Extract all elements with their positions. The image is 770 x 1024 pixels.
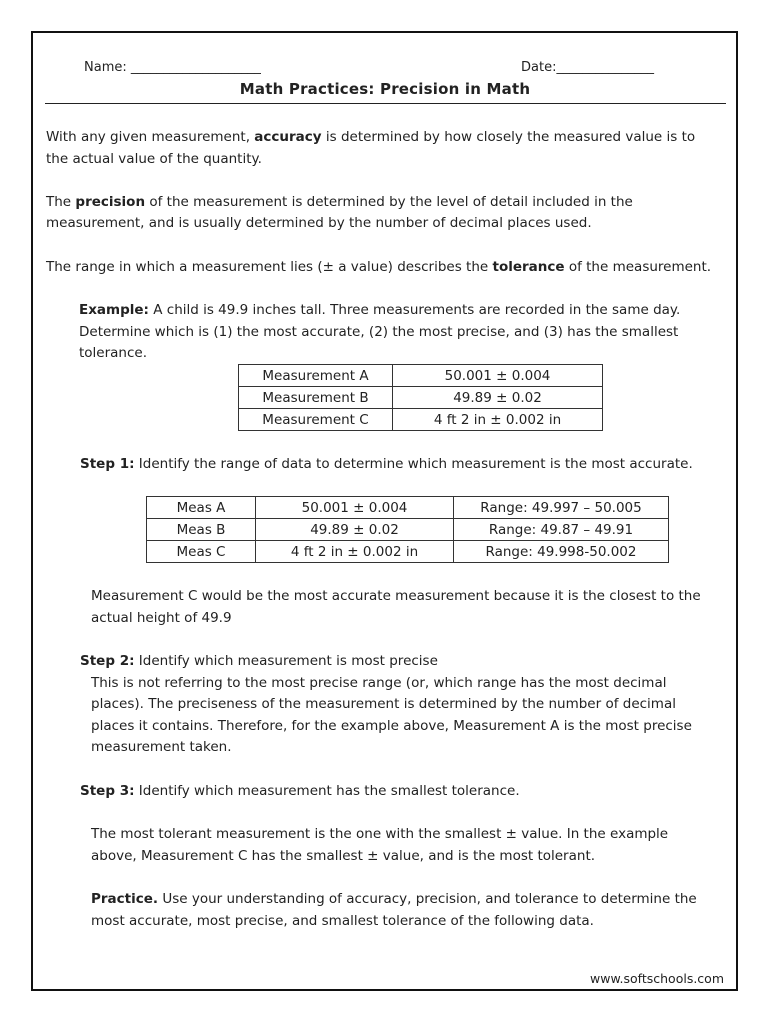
practice-line2: most accurate, most precise, and smallest tolerance of the following data.: [91, 913, 594, 929]
table-row: [147, 541, 669, 563]
precision-paragraph-line2: measurement, and is usually determined by the number of decimal places used.: [46, 215, 592, 231]
table-row: [239, 387, 603, 409]
name-field-label: Name: ____________________: [84, 60, 261, 75]
table-cell: Meas A: [147, 497, 256, 519]
table-cell: Range: 49.997 – 50.005: [454, 497, 669, 519]
table-row: [239, 365, 603, 387]
table-row: [239, 409, 603, 431]
table-cell: 4 ft 2 in ± 0.002 in: [393, 409, 603, 431]
table-cell: 49.89 ± 0.02: [256, 519, 454, 541]
table-row: [147, 497, 669, 519]
table-cell: 4 ft 2 in ± 0.002 in: [256, 541, 454, 563]
table-cell: Measurement C: [239, 409, 393, 431]
table-cell: Measurement B: [239, 387, 393, 409]
table-cell: 50.001 ± 0.004: [256, 497, 454, 519]
step2-line2: places). The preciseness of the measurement is determined by the number of decimal: [91, 696, 676, 712]
example-line3: tolerance.: [79, 345, 148, 361]
step2-line1: This is not referring to the most precise range (or, which range has the most decimal: [91, 675, 667, 691]
footer-site-link[interactable]: www.softschools.com: [590, 971, 724, 986]
step2-line3: places it contains. Therefore, for the example above, Measurement A is the most precise: [91, 718, 692, 734]
accuracy-paragraph-line2: the actual value of the quantity.: [46, 151, 262, 167]
table-cell: 49.89 ± 0.02: [393, 387, 603, 409]
table-cell: Meas B: [147, 519, 256, 541]
example-line1: Example: A child is 49.9 inches tall. Three measurements are recorded in the same day.: [79, 302, 681, 318]
step1-conclusion-line1: Measurement C would be the most accurate measurement because it is the closest to the: [91, 588, 701, 604]
step2-line4: measurement taken.: [91, 739, 232, 755]
table-cell: Measurement A: [239, 365, 393, 387]
step3-heading: Step 3: Identify which measurement has the smallest tolerance.: [80, 783, 520, 799]
practice-line1: Practice. Use your understanding of accuracy, precision, and tolerance to determine the: [91, 891, 697, 907]
step1-conclusion-line2: actual height of 49.9: [91, 610, 232, 626]
table-cell: 50.001 ± 0.004: [393, 365, 603, 387]
date-field-label: Date:_______________: [521, 60, 654, 75]
table-cell: Meas C: [147, 541, 256, 563]
accuracy-paragraph-line1: With any given measurement, accuracy is determined by how closely the measured value is to: [46, 129, 696, 145]
title-underline: [45, 103, 726, 104]
table-cell: Range: 49.998-50.002: [454, 541, 669, 563]
example-line2: Determine which is (1) the most accurate, (2) the most precise, and (3) has the smallest: [79, 324, 679, 340]
step1-heading: Step 1: Identify the range of data to determine which measurement is the most accurate.: [80, 456, 693, 472]
step2-heading: Step 2: Identify which measurement is most precise: [80, 653, 438, 669]
page-title: Math Practices: Precision in Math: [239, 80, 531, 98]
table-cell: Range: 49.87 – 49.91: [454, 519, 669, 541]
step3-line2: above, Measurement C has the smallest ± value, and is the most tolerant.: [91, 848, 596, 864]
table-row: [147, 519, 669, 541]
tolerance-paragraph: The range in which a measurement lies (± a value) describes the tolerance of the measurement.: [46, 259, 712, 275]
example-table: [238, 364, 603, 431]
step1-table: [146, 496, 669, 563]
precision-paragraph-line1: The precision of the measurement is determined by the level of detail included in the: [46, 194, 633, 210]
step3-line1: The most tolerant measurement is the one with the smallest ± value. In the example: [91, 826, 669, 842]
